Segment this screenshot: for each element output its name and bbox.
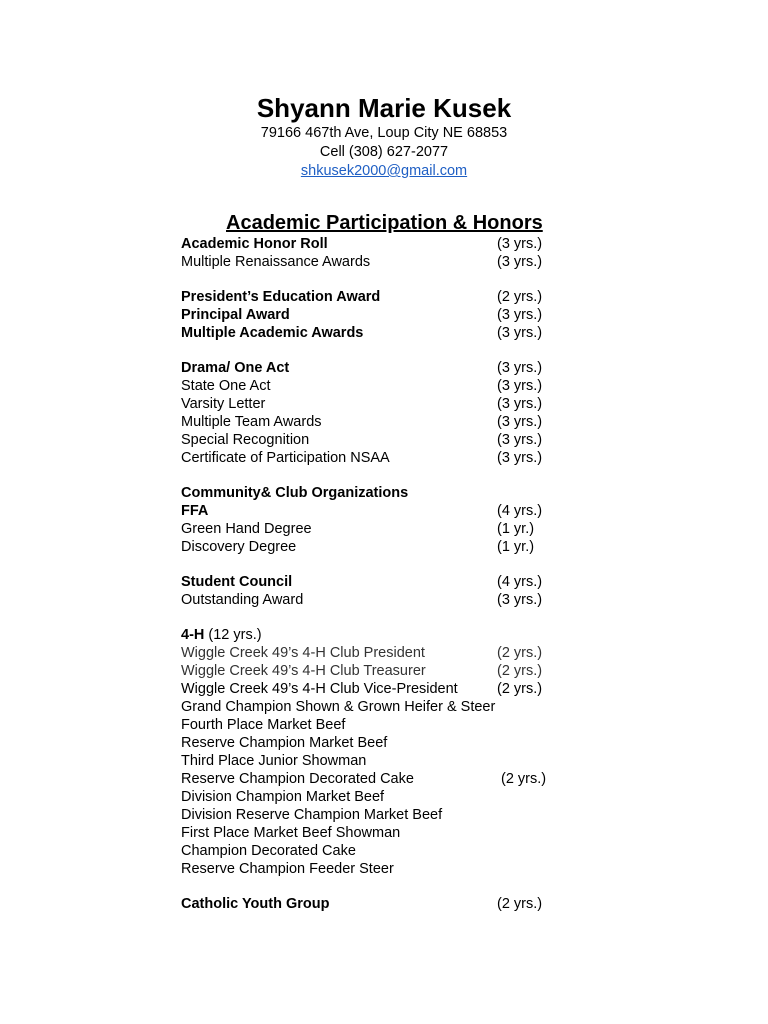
- list-item: Certificate of Participation NSAA (3 yrs.): [181, 450, 543, 466]
- list-item: Division Champion Market Beef: [181, 789, 385, 805]
- list-item: Wiggle Creek 49’s 4-H Club Vice-President (2 yrs.): [181, 681, 543, 697]
- email-link[interactable]: shkusek2000@gmail.com: [300, 163, 468, 179]
- list-item: Division Reserve Champion Market Beef: [181, 807, 443, 823]
- list-item: Discovery Degree (1 yr.): [181, 539, 535, 555]
- list-item: 4-H (12 yrs.): [181, 627, 262, 643]
- address: 79166 467th Ave, Loup City NE 68853: [260, 125, 508, 141]
- list-item: Fourth Place Market Beef: [181, 717, 346, 733]
- list-item: Multiple Renaissance Awards (3 yrs.): [181, 254, 543, 270]
- resume-header: [0, 92, 768, 181]
- list-item: Reserve Champion Decorated Cake (2 yrs.): [181, 771, 547, 787]
- list-item: Student Council (4 yrs.): [181, 574, 543, 590]
- list-item: Outstanding Award (3 yrs.): [181, 592, 543, 608]
- list-item: Grand Champion Shown & Grown Heifer & Steer: [181, 699, 496, 715]
- list-item: Green Hand Degree (1 yr.): [181, 521, 535, 537]
- list-item: Principal Award (3 yrs.): [181, 307, 543, 323]
- cell-phone: Cell (308) 627-2077: [319, 144, 449, 160]
- list-item: President’s Education Award (2 yrs.): [181, 289, 543, 305]
- list-item: Third Place Junior Showman: [181, 753, 367, 769]
- honors-list: [181, 235, 561, 913]
- list-item: Academic Honor Roll (3 yrs.): [181, 236, 543, 252]
- list-item: Catholic Youth Group (2 yrs.): [181, 896, 543, 912]
- list-item: Wiggle Creek 49’s 4-H Club President (2 yrs.): [181, 645, 543, 661]
- list-item: Reserve Champion Market Beef: [181, 735, 388, 751]
- list-item: State One Act (3 yrs.): [181, 378, 543, 394]
- list-item: Wiggle Creek 49’s 4-H Club Treasurer (2 yrs.): [181, 663, 543, 679]
- list-item: First Place Market Beef Showman: [181, 825, 401, 841]
- list-item: Multiple Academic Awards (3 yrs.): [181, 325, 543, 341]
- list-item: FFA (4 yrs.): [181, 503, 543, 519]
- list-item: Drama/ One Act (3 yrs.): [181, 360, 543, 376]
- list-item: Special Recognition (3 yrs.): [181, 432, 543, 448]
- list-item: Varsity Letter (3 yrs.): [181, 396, 543, 412]
- list-item: Reserve Champion Feeder Steer: [181, 861, 394, 877]
- list-item: Community& Club Organizations: [181, 485, 409, 501]
- list-item: Champion Decorated Cake: [181, 843, 356, 859]
- section-title: Academic Participation & Honors: [226, 212, 543, 234]
- list-item: Multiple Team Awards (3 yrs.): [181, 414, 543, 430]
- person-name: Shyann Marie Kusek: [256, 93, 512, 123]
